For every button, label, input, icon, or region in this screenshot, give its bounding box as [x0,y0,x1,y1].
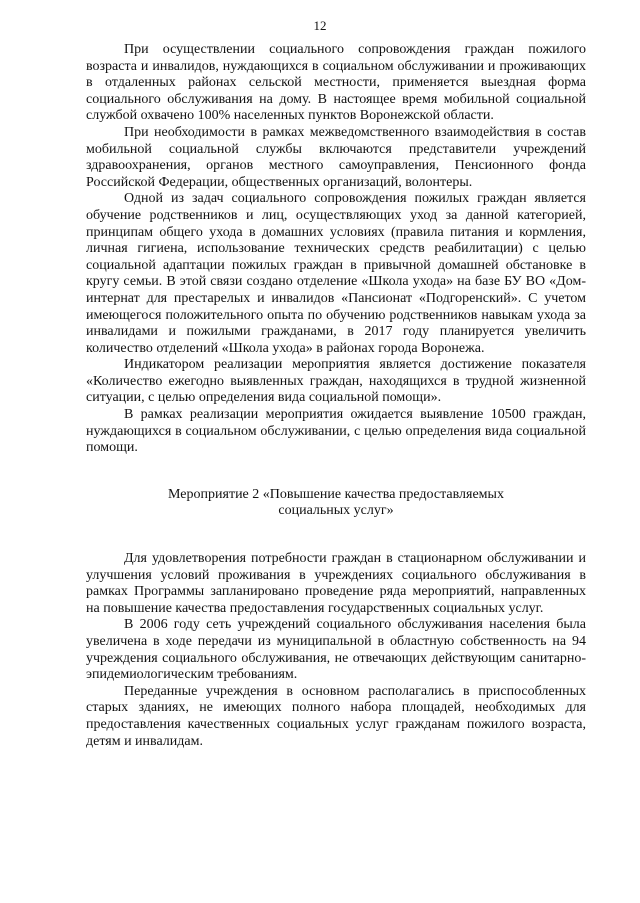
section-heading-line: социальных услуг» [278,503,394,519]
paragraph: Для удовлетворения потребности граждан в стационарном обслуживании и улучшения условий проживания в учреждениях социального обслуживания в рамках Программы запланировано проведение ряда мероприятий, направленных на повышение качества предоставления государственных социальных услуг. [86,551,586,616]
paragraph: В рамках реализации мероприятия ожидается выявление 10500 граждан, нуждающихся в социальном обслуживании, с целью определения вида социальной помощи. [86,407,586,456]
paragraph: При осуществлении социального сопровождения граждан пожилого возраста и инвалидов, нуждающихся в социальном обслуживании и проживающих в отдаленных районах сельской местности, применяется выездная форма социального обслуживания на дому. В настоящее время мобильной социальной службой охвачено 100% населенных пунктов Воронежской области. [86,42,586,124]
paragraph: Индикатором реализации мероприятия является достижение показателя «Количество ежегодно выявленных граждан, находящихся в трудной жизненной ситуации, с целью определения вида социальной помощи». [86,357,586,406]
paragraph: В 2006 году сеть учреждений социального обслуживания населения была увеличена в ходе передачи из муниципальной в областную собственность на 94 учреждения социального обслуживания, не отвечающих действующим санитарно-эпидемиологическим требованиям. [86,617,586,683]
section-heading [86,487,586,520]
paragraph: При необходимости в рамках межведомственного взаимодействия в состав мобильной социальной службы включаются представители учреждений здравоохранения, органов местного самоуправления, Пенсионного фонда Российской Федерации, общественных организаций, волонтеры. [86,124,586,190]
paragraph: Переданные учреждения в основном располагались в приспособленных старых зданиях, не имеющих полного набора площадей, необходимых для предоставления качественных социальных услуг гражданам пожилого возраста, детям и инвалидам. [86,683,586,749]
paragraph: Одной из задач социального сопровождения пожилых граждан является обучение родственников и лиц, осуществляющих уход за данной категорией, принципам общего ухода в домашних условиях (правила питания и кормления, личная гигиена, использование технических средств реабилитации) с целью социальной адаптации пожилых граждан в привычной домашней обстановке в кругу семьи. В этой связи создано отделение «Школа ухода» на базе БУ ВО «Дом-интернат для престарелых и инвалидов «Пансионат «Подгоренский». С учетом имеющегося положительного опыта по обучению родственников навыкам ухода за инвалидами и пожилыми гражданами, в 2017 году планируется увеличить количество отделений «Школа ухода» в районах города Воронежа. [86,191,586,356]
page-number: 12 [313,18,327,33]
section-heading-line: Мероприятие 2 «Повышение качества предоставляемых [168,486,504,502]
